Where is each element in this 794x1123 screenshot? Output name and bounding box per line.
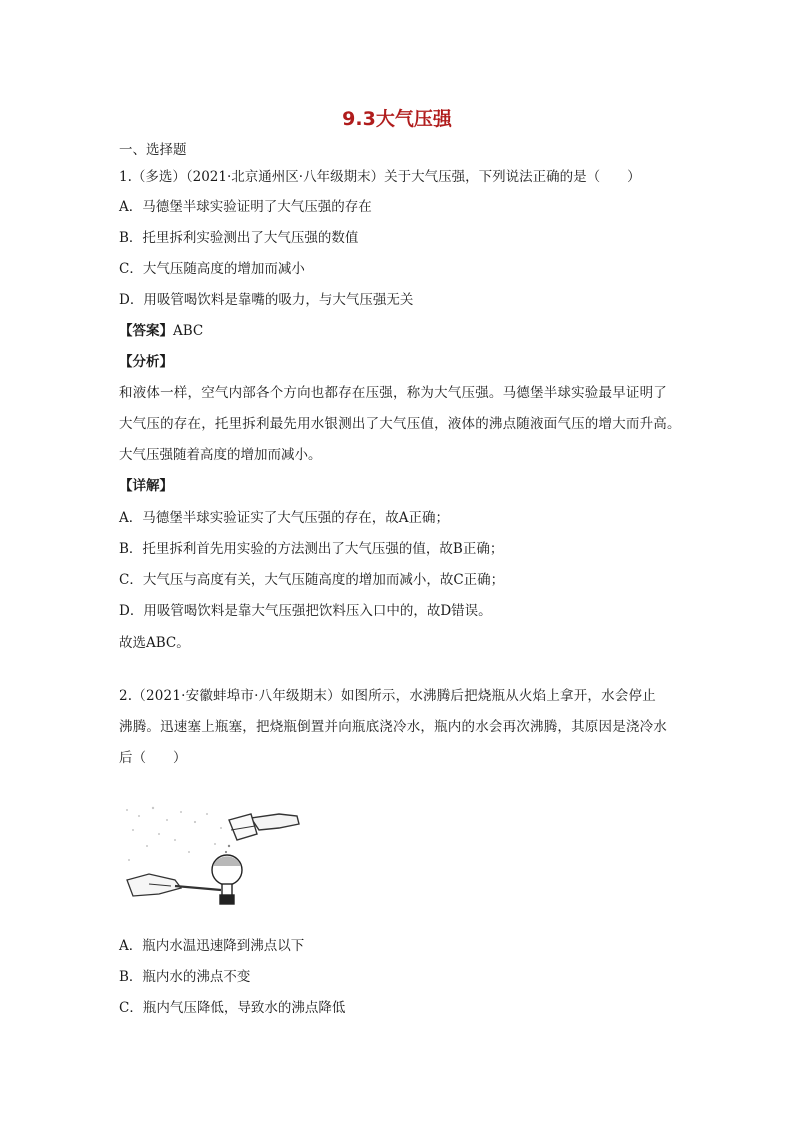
analysis-line: 大气压的存在，托里拆利最先用水银测出了大气压值，液体的沸点随液面气压的增大而升高。 (119, 416, 681, 432)
answer-tag: 【答案】 (119, 323, 173, 339)
question-2-option-b: B．瓶内水的沸点不变 (119, 969, 251, 985)
question-1-option-b: B．托里拆利实验测出了大气压强的数值 (119, 230, 359, 246)
figure-background-speckle (126, 807, 222, 861)
question-1-option-a: A．马德堡半球实验证明了大气压强的存在 (119, 199, 372, 215)
question-2-stem: 沸腾。迅速塞上瓶塞，把烧瓶倒置并向瓶底浇冷水，瓶内的水会再次沸腾，其原因是浇冷水 (119, 719, 667, 735)
question-2-stem: 后（ ） (119, 750, 187, 766)
question-2-option-a: A．瓶内水温迅速降到沸点以下 (119, 938, 305, 954)
conclusion-line: 故选ABC。 (119, 635, 190, 651)
analysis-line: 和液体一样，空气内部各个方向也都存在压强，称为大气压强。马德堡半球实验最早证明了 (119, 385, 667, 401)
question-2-stem: 2.（2021·安徽蚌埠市·八年级期末）如图所示，水沸腾后把烧瓶从火焰上拿开，水会停止 (119, 688, 656, 704)
section-heading: 一、选择题 (119, 142, 187, 158)
detail-line: D．用吸管喝饮料是靠大气压强把饮料压入口中的，故D错误。 (119, 603, 492, 619)
pouring-hand-icon (229, 814, 299, 840)
inverted-flask-icon (212, 855, 242, 904)
holding-hand-icon (127, 874, 221, 896)
detail-tag: 【详解】 (119, 478, 173, 494)
question-1-option-c: C．大气压随高度的增加而减小 (119, 261, 305, 277)
analysis-tag: 【分析】 (119, 354, 173, 370)
question-2-option-c: C．瓶内气压降低，导致水的沸点降低 (119, 1000, 346, 1016)
answer-value: ABC (173, 323, 204, 339)
detail-line: C．大气压与高度有关，大气压随高度的增加而减小，故C正确； (119, 572, 505, 588)
detail-line: A．马德堡半球实验证实了大气压强的存在，故A正确； (119, 510, 449, 526)
question-1-option-d: D．用吸管喝饮料是靠嘴的吸力，与大气压强无关 (119, 292, 414, 308)
page-title: 9.3大气压强 (342, 108, 452, 130)
flask-experiment-figure (119, 800, 304, 915)
detail-line: B．托里拆利首先用实验的方法测出了大气压强的值，故B正确； (119, 541, 504, 557)
analysis-line: 大气压强随着高度的增加而减小。 (119, 447, 322, 463)
answer-line (119, 321, 203, 341)
question-1-stem: 1.（多选）（2021·北京通州区·八年级期末）关于大气压强，下列说法正确的是（ ） (119, 169, 641, 185)
